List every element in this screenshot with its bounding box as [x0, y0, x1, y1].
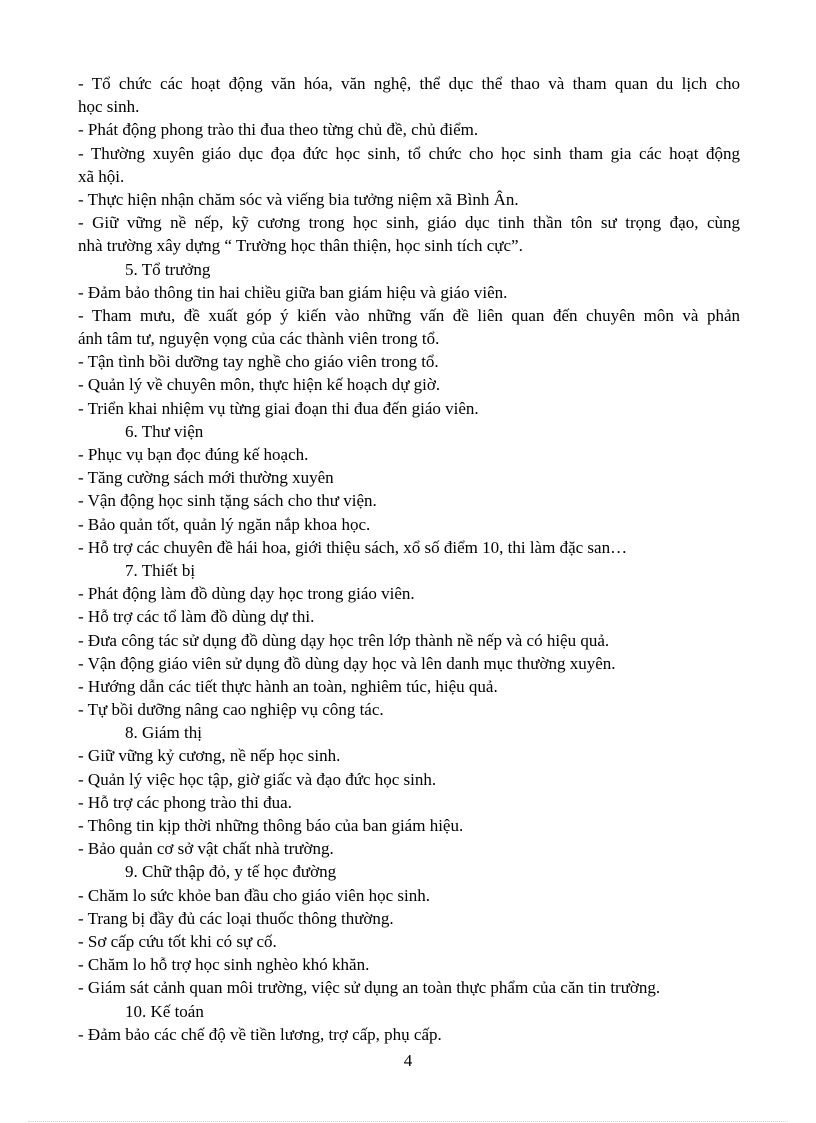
paragraph-line: - Bảo quản cơ sở vật chất nhà trường. [78, 839, 334, 859]
paragraph-line: - Đưa công tác sử dụng đồ dùng dạy học trên lớp thành nề nếp và có hiệu quả. [78, 630, 610, 650]
paragraph-line: - Sơ cấp cứu tốt khi có sự cố. [78, 931, 277, 951]
section-heading: 10. Kế toán [125, 1001, 204, 1021]
paragraph-line: - Đảm bảo các chế độ về tiền lương, trợ cấp, phụ cấp. [78, 1024, 442, 1044]
paragraph-line: - Thông tin kịp thời những thông báo của ban giám hiệu. [78, 816, 464, 835]
section-heading: 5. Tổ trưởng [125, 259, 211, 279]
paragraph-line: - Tham mưu, đề xuất góp ý kiến vào những vấn đề liên quan đến chuyên môn và phản [78, 305, 740, 325]
paragraph-line: - Phát động phong trào thi đua theo từng chủ đề, chủ điểm. [78, 120, 479, 140]
paragraph-line: - Triển khai nhiệm vụ từng giai đoạn thi đua đến giáo viên. [78, 398, 479, 418]
paragraph-line: - Phục vụ bạn đọc đúng kế hoạch. [78, 445, 309, 464]
paragraph-line: - Tận tình bồi dưỡng tay nghề cho giáo viên trong tổ. [78, 352, 439, 372]
paragraph-line: - Hỗ trợ các tổ làm đồ dùng dự thi. [78, 607, 315, 627]
paragraph-line: học sinh. [78, 97, 140, 117]
paragraph-line: - Tăng cường sách mới thường xuyên [78, 468, 334, 488]
paragraph-line: - Tự bồi dưỡng nâng cao nghiệp vụ công tác. [78, 700, 384, 720]
paragraph-line: nhà trường xây dựng “ Trường học thân thiện, học sinh tích cực”. [78, 236, 523, 256]
paragraph-line: - Tổ chức các hoạt động văn hóa, văn nghệ, thể dục thể thao và tham quan du lịch cho [78, 74, 740, 93]
section-heading: 9. Chữ thập đỏ, y tế học đường [125, 862, 337, 882]
paragraph-line: - Hướng dẫn các tiết thực hành an toàn, nghiêm túc, hiệu quả. [78, 676, 498, 696]
paragraph-line: - Hỗ trợ các chuyên đề hái hoa, giới thiệu sách, xổ số điểm 10, thi làm đặc san… [78, 537, 628, 557]
paragraph-line: - Bảo quản tốt, quản lý ngăn nắp khoa học. [78, 514, 371, 534]
paragraph-line: - Quản lý về chuyên môn, thực hiện kế hoạch dự giờ. [78, 375, 441, 395]
paragraph-line: - Trang bị đầy đủ các loại thuốc thông thường. [78, 908, 394, 928]
paragraph-line: - Thường xuyên giáo dục đọa đức học sinh, tổ chức cho học sinh tham gia các hoạt động [78, 143, 740, 163]
section-heading: 7. Thiết bị [125, 560, 196, 580]
paragraph-line: xã hội. [78, 166, 125, 186]
paragraph-line: - Phát động làm đồ dùng dạy học trong giáo viên. [78, 584, 415, 604]
paragraph-line: - Chăm lo hỗ trợ học sinh nghèo khó khăn. [78, 955, 370, 975]
paragraph-line: - Giám sát cảnh quan môi trường, việc sử dụng an toàn thực phẩm của căn tin trường. [78, 978, 661, 998]
paragraph-line: - Đảm bảo thông tin hai chiều giữa ban giám hiệu và giáo viên. [78, 282, 508, 302]
paragraph-line: - Giữ vững kỷ cương, nề nếp học sinh. [78, 746, 341, 766]
paragraph-line: - Hỗ trợ các phong trào thi đua. [78, 792, 292, 812]
paragraph-line: - Giữ vững nề nếp, kỹ cương trong học sinh, giáo dục tinh thần tôn sư trọng đạo, cùng [78, 213, 740, 233]
paragraph-line: - Chăm lo sức khỏe ban đầu cho giáo viên học sinh. [78, 885, 430, 905]
page-number: 4 [403, 1051, 413, 1070]
section-heading: 6. Thư viện [125, 421, 204, 441]
paragraph-line: ánh tâm tư, nguyện vọng của các thành viên trong tổ. [78, 329, 440, 349]
paragraph-line: - Vận động học sinh tặng sách cho thư viện. [78, 491, 377, 511]
paragraph-line: - Vận động giáo viên sử dụng đồ dùng dạy học và lên danh mục thường xuyên. [78, 653, 616, 673]
section-heading: 8. Giám thị [125, 723, 202, 743]
page-bottom-divider [28, 1121, 788, 1122]
paragraph-line: - Quản lý việc học tập, giờ giấc và đạo đức học sinh. [78, 769, 437, 789]
paragraph-line: - Thực hiện nhận chăm sóc và viếng bia tưởng niệm xã Bình Ân. [78, 189, 519, 209]
document-body [78, 72, 740, 1046]
